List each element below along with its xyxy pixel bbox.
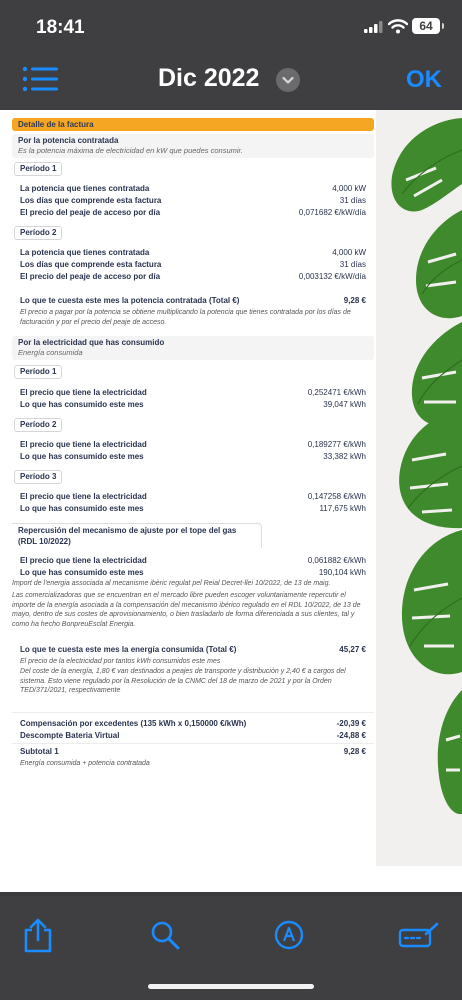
clock: 18:41 xyxy=(36,17,85,38)
power-row xyxy=(20,272,366,284)
period-label: Período 2 xyxy=(14,418,62,432)
period-label: Período 3 xyxy=(14,470,62,484)
chevron-down-icon xyxy=(276,68,300,92)
row-value: 0,061882 €/kWh xyxy=(307,556,366,565)
monstera-leaf-image xyxy=(376,110,462,866)
search-icon[interactable] xyxy=(150,920,180,950)
row-label: Descompte Bateria Virtual xyxy=(20,731,120,740)
row-label: La potencia que tienes contratada xyxy=(20,184,150,193)
row-label: Lo que te cuesta este mes la energía consumida (Total €) xyxy=(20,645,237,654)
row-label: Subtotal 1 xyxy=(20,747,59,756)
power-row xyxy=(20,248,366,260)
cellular-signal-icon xyxy=(364,21,384,33)
ok-button[interactable]: OK xyxy=(406,66,442,93)
row-value: 4,000 kW xyxy=(332,248,366,257)
list-menu-icon[interactable] xyxy=(22,66,58,94)
row-value: 45,27 € xyxy=(339,645,366,654)
energy-row xyxy=(20,440,366,452)
row-label: El precio que tiene la electricidad xyxy=(20,556,147,565)
row-label: Los días que comprende esta factura xyxy=(20,196,162,205)
row-label: El precio del peaje de acceso por día xyxy=(20,208,161,217)
energy-total-row xyxy=(20,645,366,657)
battery-icon xyxy=(412,18,440,34)
energy-row xyxy=(20,492,366,504)
energy-section-title: Por la electricidad que has consumido xyxy=(18,338,165,347)
home-indicator[interactable] xyxy=(148,984,314,989)
document-title[interactable]: Dic 2022 xyxy=(158,64,260,92)
title-menu-button[interactable] xyxy=(276,68,300,92)
plant-decoration xyxy=(376,110,462,866)
virtual-battery-row xyxy=(20,731,366,743)
row-value: 31 días xyxy=(339,260,366,269)
row-label: El precio que tiene la electricidad xyxy=(20,388,147,397)
document-page xyxy=(0,110,462,892)
row-value: 4,000 kW xyxy=(332,184,366,193)
row-value: 31 días xyxy=(339,196,366,205)
row-label: Lo que has consumido este mes xyxy=(20,400,144,409)
nav-bar xyxy=(0,54,462,110)
row-value: 9,28 € xyxy=(343,747,366,756)
invoice-detail-header: Detalle de la factura xyxy=(12,118,374,131)
energy-section-subtitle: Energía consumida xyxy=(18,348,83,357)
energy-row xyxy=(20,452,366,464)
period-label: Período 2 xyxy=(14,226,62,240)
row-value: 0,189277 €/kWh xyxy=(307,440,366,449)
row-value: 117,675 kWh xyxy=(319,504,366,513)
power-row xyxy=(20,260,366,272)
energy-section-header xyxy=(12,336,374,360)
row-label: El precio del peaje de acceso por día xyxy=(20,272,161,281)
row-value: 0,003132 €/kW/día xyxy=(298,272,366,281)
power-row xyxy=(20,208,366,220)
power-row xyxy=(20,184,366,196)
gas-mechanism-title: Repercusión del mecanismo de ajuste por el tope del gas (RDL 10/2022) xyxy=(12,523,262,548)
divider xyxy=(12,712,374,713)
row-value: -20,39 € xyxy=(336,719,366,728)
energy-row xyxy=(20,400,366,412)
row-label: La potencia que tienes contratada xyxy=(20,248,150,257)
period-label: Período 1 xyxy=(14,365,62,379)
gas-note-catalan: Import de l'energia associada al mecanisme ibèric regulat pel Reial Decret-llei 10/2022, de 13 de maig. xyxy=(12,580,331,587)
row-value: 39,047 kWh xyxy=(323,400,366,409)
share-icon[interactable] xyxy=(22,918,54,954)
power-section-subtitle: Es la potencia máxima de electricidad en kW que puedes consumir. xyxy=(18,146,243,155)
surplus-compensation-row xyxy=(20,719,366,731)
row-value: -24,88 € xyxy=(336,731,366,740)
row-value: 0,252471 €/kWh xyxy=(307,388,366,397)
document-viewer[interactable] xyxy=(0,110,462,896)
row-label: Lo que has consumido este mes xyxy=(20,504,144,513)
row-value: 0,071682 €/kW/día xyxy=(298,208,366,217)
row-label: Lo que has consumido este mes xyxy=(20,568,144,577)
period-label: Período 1 xyxy=(14,162,62,176)
gas-row xyxy=(20,556,366,568)
subtotal-note: Energía consumida + potencia contratada xyxy=(20,760,150,767)
power-section-title: Por la potencia contratada xyxy=(18,136,119,145)
markup-pen-icon[interactable] xyxy=(274,920,304,950)
row-label: Compensación por excedentes (135 kWh x 0,150000 €/kWh) xyxy=(20,719,247,728)
power-total-row xyxy=(20,296,366,308)
power-section-header xyxy=(12,134,374,158)
status-bar xyxy=(0,0,462,54)
energy-row xyxy=(20,504,366,516)
subtotal-row xyxy=(20,747,366,759)
signature-icon[interactable] xyxy=(398,922,440,948)
energy-row xyxy=(20,388,366,400)
divider xyxy=(12,743,374,744)
row-value: 0,147258 €/kWh xyxy=(307,492,366,501)
row-label: Lo que has consumido este mes xyxy=(20,452,144,461)
wifi-icon xyxy=(388,18,408,34)
row-label: El precio que tiene la electricidad xyxy=(20,492,147,501)
power-row xyxy=(20,196,366,208)
energy-cost-breakdown-note: Del coste de la energía, 1,80 € van destinados a peajes de transporte y distribución y 2,40 € a cargos del sistema. Esto viene regulado por la Resolución de la CNMC del 18 de marzo de 2021 y por la Orden TED/371/2021, respectivamente xyxy=(20,668,346,694)
energy-total-note: El precio de la electricidad por tantos kWh consumidos este mes xyxy=(20,658,221,665)
row-label: El precio que tiene la electricidad xyxy=(20,440,147,449)
row-value: 33,382 kWh xyxy=(323,452,366,461)
gas-note: Las comercializadoras que se encuentran en el mercado libre pueden escoger voluntariamente repercutir el importe de la energía asociada a la compensación del mecanismo ibérico regulado en el RDL 10/2022, de 13 de mayo, dentro de sus costes de aprovisionamiento, o bien trasladarlo de forma diferenciada a sus clientes, tal y como ha hecho BonpreuEsclat Energia. xyxy=(12,592,361,628)
row-label: Lo que te cuesta este mes la potencia contratada (Total €) xyxy=(20,296,240,305)
row-value: 9,28 € xyxy=(343,296,366,305)
power-total-note: El precio a pagar por la potencia se obtiene multiplicando la potencia que tienes contratada por los días de facturación y por el precio del peaje de acceso. xyxy=(20,309,351,326)
battery-level: 64 xyxy=(419,19,433,33)
row-value: 190,104 kWh xyxy=(318,568,366,577)
row-label: Los días que comprende esta factura xyxy=(20,260,162,269)
